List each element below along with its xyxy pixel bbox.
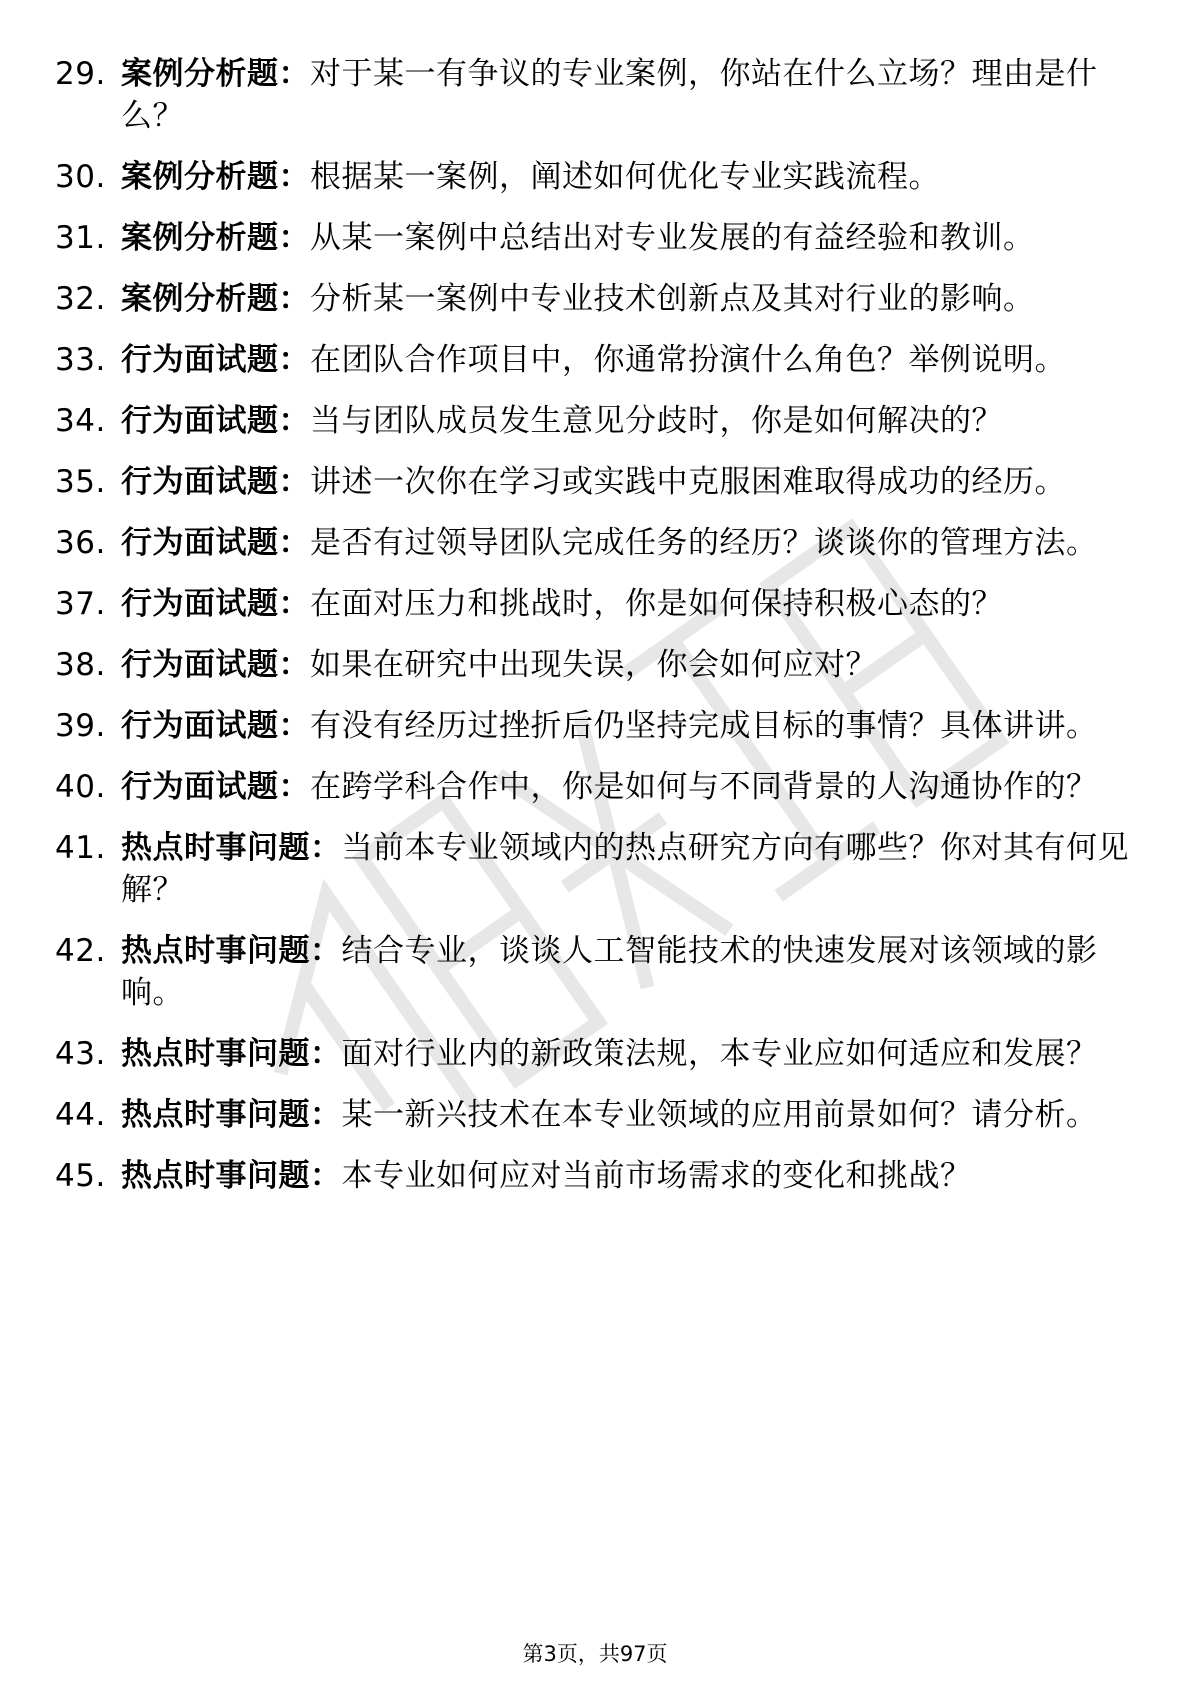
question-category: 行为面试题： xyxy=(121,647,310,683)
question-text: 从某一案例中总结出对专业发展的有益经验和教训。 xyxy=(310,220,1035,256)
question-item xyxy=(55,522,1135,564)
question-item xyxy=(55,339,1135,381)
question-category: 热点时事问题： xyxy=(121,1036,342,1072)
question-item xyxy=(55,461,1135,503)
question-category: 行为面试题： xyxy=(121,403,310,439)
question-list xyxy=(55,53,1135,1216)
question-category: 热点时事问题： xyxy=(121,1158,342,1194)
question-category: 案例分析题： xyxy=(121,56,310,92)
question-category: 行为面试题： xyxy=(121,708,310,744)
question-number: 39. xyxy=(55,708,106,744)
question-number: 43. xyxy=(55,1036,106,1072)
question-number: 29. xyxy=(55,56,106,92)
question-item xyxy=(55,930,1135,1014)
question-item xyxy=(55,53,1135,137)
question-number: 38. xyxy=(55,647,106,683)
question-text: 某一新兴技术在本专业领域的应用前景如何？请分析。 xyxy=(341,1097,1098,1133)
question-number: 45. xyxy=(55,1158,106,1194)
question-number: 36. xyxy=(55,525,106,561)
question-text: 结合专业，谈谈人工智能技术的快速发展对该领域的影响。 xyxy=(121,933,1098,1011)
question-text: 是否有过领导团队完成任务的经历？谈谈你的管理方法。 xyxy=(310,525,1098,561)
question-item xyxy=(55,217,1135,259)
question-item xyxy=(55,1155,1135,1197)
question-text: 在团队合作项目中，你通常扮演什么角色？举例说明。 xyxy=(310,342,1066,378)
question-item xyxy=(55,1033,1135,1075)
question-category: 行为面试题： xyxy=(121,464,310,500)
question-item xyxy=(55,1094,1135,1136)
question-item xyxy=(55,644,1135,686)
question-category: 行为面试题： xyxy=(121,525,310,561)
question-item xyxy=(55,278,1135,320)
question-category: 行为面试题： xyxy=(121,342,310,378)
question-text: 面对行业内的新政策法规，本专业应如何适应和发展？ xyxy=(341,1036,1098,1072)
question-category: 行为面试题： xyxy=(121,769,310,805)
question-category: 热点时事问题： xyxy=(121,933,342,969)
question-item xyxy=(55,583,1135,625)
question-category: 热点时事问题： xyxy=(121,830,342,866)
question-number: 40. xyxy=(55,769,106,805)
question-number: 30. xyxy=(55,159,106,195)
question-number: 34. xyxy=(55,403,106,439)
question-text: 讲述一次你在学习或实践中克服困难取得成功的经历。 xyxy=(310,464,1066,500)
question-category: 行为面试题： xyxy=(121,586,310,622)
question-category: 热点时事问题： xyxy=(121,1097,342,1133)
question-item xyxy=(55,156,1135,198)
question-text: 分析某一案例中专业技术创新点及其对行业的影响。 xyxy=(310,281,1035,317)
question-number: 35. xyxy=(55,464,106,500)
question-text: 有没有经历过挫折后仍坚持完成目标的事情？具体讲讲。 xyxy=(310,708,1098,744)
question-number: 33. xyxy=(55,342,106,378)
question-number: 44. xyxy=(55,1097,106,1133)
question-text: 在跨学科合作中，你是如何与不同背景的人沟通协作的？ xyxy=(310,769,1098,805)
question-text: 当前本专业领域内的热点研究方向有哪些？你对其有何见解？ xyxy=(121,830,1129,908)
question-category: 案例分析题： xyxy=(121,281,310,317)
question-number: 41. xyxy=(55,830,106,866)
question-number: 32. xyxy=(55,281,106,317)
question-item xyxy=(55,705,1135,747)
question-text: 如果在研究中出现失误，你会如何应对？ xyxy=(310,647,877,683)
question-item xyxy=(55,827,1135,911)
question-category: 案例分析题： xyxy=(121,159,310,195)
question-text: 对于某一有争议的专业案例，你站在什么立场？理由是什么？ xyxy=(121,56,1098,134)
question-text: 当与团队成员发生意见分歧时，你是如何解决的？ xyxy=(310,403,1003,439)
question-text: 根据某一案例，阐述如何优化专业实践流程。 xyxy=(310,159,940,195)
question-number: 37. xyxy=(55,586,106,622)
question-text: 本专业如何应对当前市场需求的变化和挑战？ xyxy=(341,1158,972,1194)
question-number: 31. xyxy=(55,220,106,256)
page-number: 第3页，共97页 xyxy=(522,1642,668,1666)
question-number: 42. xyxy=(55,933,106,969)
question-item xyxy=(55,400,1135,442)
question-item xyxy=(55,766,1135,808)
question-category: 案例分析题： xyxy=(121,220,310,256)
question-text: 在面对压力和挑战时，你是如何保持积极心态的？ xyxy=(310,586,1003,622)
